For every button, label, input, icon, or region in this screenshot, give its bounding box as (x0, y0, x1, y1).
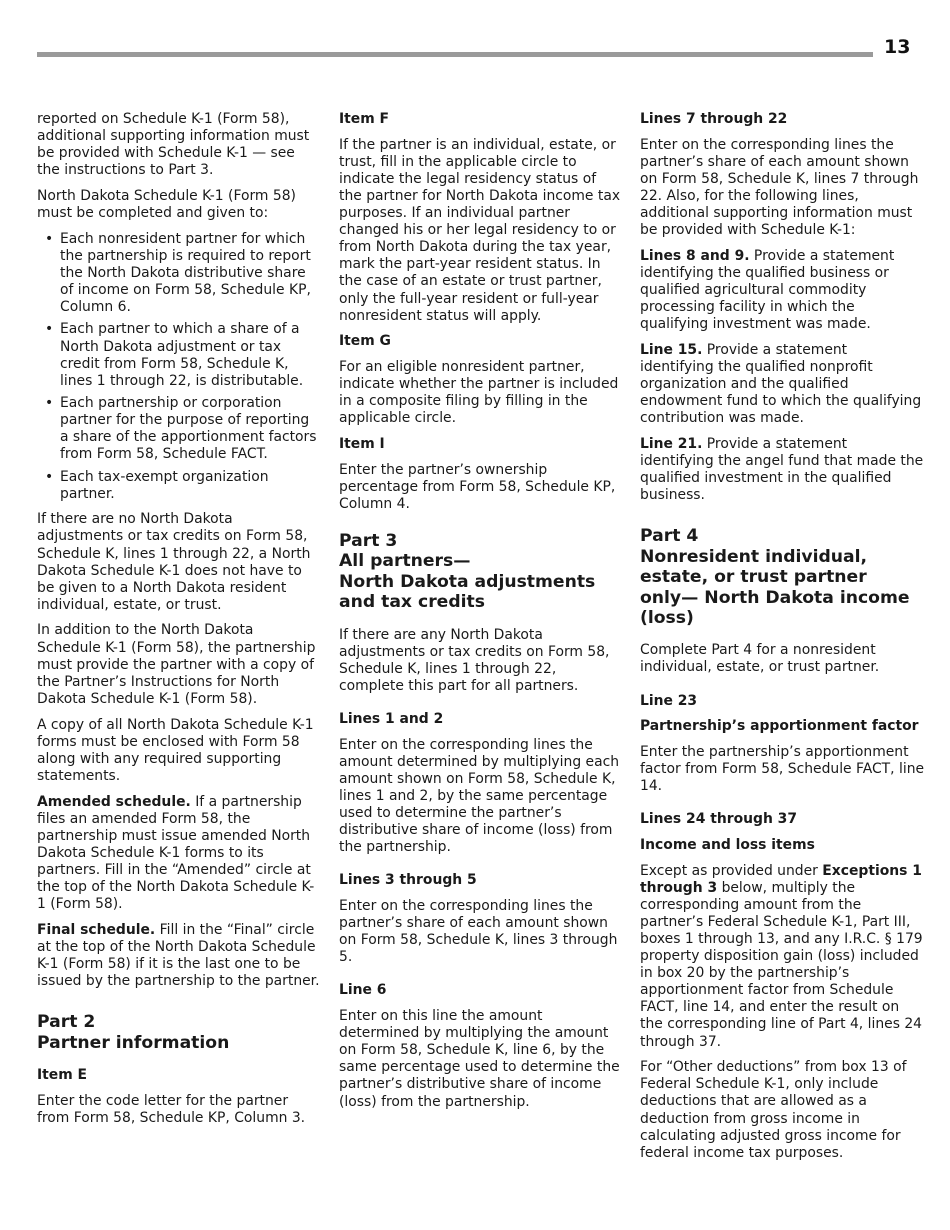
part-4-title-line: Nonresident individual, (640, 546, 868, 567)
list-item: • Each partnership or corporation partner for the purpose of reporting a share of the apportionment factors from Form 58, Schedule FACT. (37, 395, 320, 463)
item-g-text: For an eligible nonresident partner, indicate whether the partner is included in a composite filing by filling in the applicable circle. (339, 359, 619, 427)
part-3-heading (339, 531, 621, 613)
part-3-label: Part 3 (339, 530, 398, 551)
part-4-heading (640, 526, 925, 628)
amended-schedule-paragraph (37, 794, 320, 914)
item-f-text: If the partner is an individual, estate, or trust, fill in the applicable circle to indicate the legal residency status of the partner for North Dakota income tax purposes. If an individual partner changed his or her legal residency to or from North Dakota during the tax year, mark the part-year resident status. In the case of an estate or trust partner, only the full-year resident or full-year nonresident status will apply. (339, 136, 621, 324)
lines-8-9-text: Provide a statement identifying the qualified business or qualified agricultural commodity processing facility in which the qualifying investment was made. (640, 247, 895, 333)
list-item: • Each tax-exempt organization partner. (37, 469, 320, 503)
line-23-heading: Line 23 (640, 692, 698, 709)
column-3 (640, 111, 925, 1170)
lines-3-5-text: Enter on the corresponding lines the partner’s share of each amount shown on Form 58, Schedule K, lines 3 through 5. (339, 897, 618, 966)
paragraph: If there are no North Dakota adjustments or tax credits on Form 58, Schedule K, lines 1 through 22, a North Dakota Schedule K-1 does not have to be given to a North Dakota resident individual, estate, or trust. (37, 511, 311, 613)
lines-24-37-subheading: Income and loss items (640, 836, 815, 853)
other-deductions-paragraph: For “Other deductions” from box 13 of Federal Schedule K-1, only include deductions that are allowed as a deduction from gross income in calculating adjusted gross income for federal income tax purposes. (640, 1059, 907, 1161)
line-23-text: Enter the partnership’s apportionment factor from Form 58, Schedule FACT, line 14. (640, 743, 925, 795)
line-6-text: Enter on this line the amount determined by multiplying the amount on Form 58, Schedule K, line 6, by the same percentage used to determine the partner’s distributive share of income (loss) from the partnership. (339, 1008, 620, 1110)
part-3-title-line: All partners— (339, 551, 471, 572)
line-15-term: Line 15. (640, 341, 703, 358)
item-i-text: Enter the partner’s ownership percentage from Form 58, Schedule KP, Column 4. (339, 461, 616, 512)
line-21-text: Provide a statement identifying the angel fund that made the qualified investment in the qualified business. (640, 435, 924, 504)
part-3-title-line: and tax credits (339, 592, 485, 613)
item-g-heading: Item G (339, 333, 391, 350)
line-15-text: Provide a statement identifying the qualified nonprofit organization and the qualified endowment fund to which the qualifying contribution was made. (640, 341, 922, 427)
line-15-paragraph (640, 342, 925, 427)
lines-7-22-heading: Lines 7 through 22 (640, 111, 788, 127)
paragraph: reported on Schedule K-1 (Form 58), additional supporting information must be provided with Schedule K-1 — see the instructions to Part 3. (37, 111, 310, 179)
lines-24-37-text (640, 863, 925, 1051)
part-3-title-line: North Dakota adjustments (339, 571, 596, 592)
lines-24-37-heading: Lines 24 through 37 (640, 811, 798, 828)
lines-24-37-pre: Except as provided under (640, 862, 823, 879)
part-2-heading (37, 1012, 320, 1053)
item-e-heading: Item E (37, 1066, 88, 1083)
part-3-intro: If there are any North Dakota adjustments or tax credits on Form 58, Schedule K, lines 1 through 22, complete this part for all partners. (339, 626, 610, 694)
line-6-heading: Line 6 (339, 982, 387, 999)
list-item: • Each partner to which a share of a North Dakota adjustment or tax credit from Form 58, Schedule K, lines 1 through 22, is distributable. (37, 321, 320, 389)
final-schedule-paragraph (37, 922, 320, 990)
item-i-heading: Item I (339, 435, 385, 452)
lines-24-37-post: below, multiply the corresponding amount from the partner’s Federal Schedule K-1, Part III, boxes 1 through 13, and any I.R.C. § 179 property disposition gain (loss) included in box 20 by the partnership’s apportionment factor from Schedule FACT, line 14, and enter the result on the corresponding line of Part 4, lines 24 through 37. (640, 879, 923, 1050)
line-21-paragraph (640, 436, 925, 504)
final-schedule-text: Fill in the “Final” circle at the top of the North Dakota Schedule K-1 (Form 58) if it is the last one to be issued by the partnership to the partner. (37, 921, 320, 990)
line-21-term: Line 21. (640, 435, 703, 452)
page-number: 13 (884, 36, 911, 58)
lines-8-9-term: Lines 8 and 9. (640, 247, 750, 264)
paragraph: A copy of all North Dakota Schedule K-1 forms must be enclosed with Form 58 along with any required supporting statements. (37, 716, 314, 784)
part-4-title-line: only— North Dakota income (640, 587, 910, 608)
paragraph: North Dakota Schedule K-1 (Form 58) must be completed and given to: (37, 187, 296, 222)
part-4-title-line: (loss) (640, 607, 694, 628)
recipient-list (37, 231, 320, 503)
item-e-text: Enter the code letter for the partner from Form 58, Schedule KP, Column 3. (37, 1092, 306, 1126)
lines-8-9-paragraph (640, 248, 925, 333)
part-4-title-line: estate, or trust partner (640, 567, 867, 588)
line-23-subheading: Partnership’s apportionment factor (640, 718, 919, 735)
list-item: • Each nonresident partner for which the partnership is required to report the North Dakota distributive share of income on Form 58, Schedule KP, Column 6. (37, 231, 320, 316)
lines-3-5-heading: Lines 3 through 5 (339, 872, 477, 889)
exceptions-reference: Exceptions 1 through 3 (640, 862, 922, 896)
part-2-title: Partner information (37, 1032, 230, 1053)
lines-7-22-text: Enter on the corresponding lines the partner’s share of each amount shown on Form 58, Schedule K, lines 7 through 22. Also, for the following lines, additional supporting information must be provided with Schedule K-1: (640, 136, 919, 239)
item-f-heading: Item F (339, 111, 390, 127)
header-rule (37, 52, 873, 57)
part-4-label: Part 4 (640, 526, 699, 547)
column-2 (339, 111, 621, 1119)
part-2-label: Part 2 (37, 1012, 96, 1033)
column-1 (37, 111, 320, 1135)
amended-schedule-term: Amended schedule. (37, 793, 191, 810)
amended-schedule-text: If a partnership files an amended Form 58, the partnership must issue amended North Dakota Schedule K-1 forms to its partners. Fill in the “Amended” circle at the top of the North Dakota Schedule K-1 (Form 58). (37, 793, 315, 913)
part-4-intro: Complete Part 4 for a nonresident individual, estate, or trust partner. (640, 642, 880, 676)
lines-1-2-heading: Lines 1 and 2 (339, 710, 444, 727)
final-schedule-term: Final schedule. (37, 921, 156, 938)
lines-1-2-text: Enter on the corresponding lines the amount determined by multiplying each amount shown on Form 58, Schedule K, lines 1 and 2, by the same percentage used to determine the partner’s distributive share of income (loss) from the partnership. (339, 736, 620, 856)
paragraph: In addition to the North Dakota Schedule K-1 (Form 58), the partnership must provide the partner with a copy of the Partner’s Instructions for North Dakota Schedule K-1 (Form 58). (37, 622, 316, 707)
